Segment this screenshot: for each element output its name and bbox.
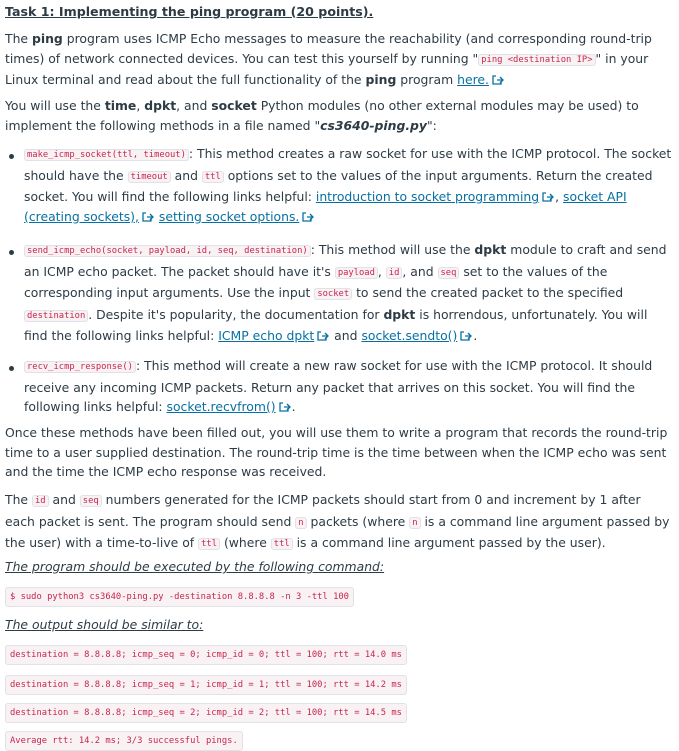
ping-command-code: ping <destination IP>: [478, 54, 595, 66]
modules-paragraph: You will use the time, dpkt, and socket Python modules (no other external modules may be used) to implement the following methods in a file named "cs3640-ping.py":: [5, 98, 639, 133]
bullet-dot: [9, 366, 14, 371]
external-link-icon: [279, 402, 292, 412]
external-link-icon: [317, 331, 330, 341]
external-link-icon: [460, 331, 473, 341]
icmp-echo-dpkt-link[interactable]: ICMP echo dpkt: [218, 328, 315, 343]
method-make-icmp-socket: make_icmp_socket(ttl, timeout) : This method creates a raw socket for use with the ICMP protocol. The socket should have the timeout and ttl options set to the values of the input arguments. Return the created socket. You will find the following links helpful: introduction to socket programming , socket API (creating sockets), setting socket options.: [24, 146, 672, 224]
external-link-icon: [542, 192, 555, 202]
method-signature-code: make_icmp_socket(ttl, timeout): [24, 149, 189, 161]
method-signature-code: recv_icmp_response(): [24, 361, 136, 373]
bullet-dot: [9, 250, 14, 255]
socket-api-link[interactable]: socket API (creating sockets),: [24, 189, 627, 224]
socket-programming-link[interactable]: introduction to socket programming: [315, 189, 540, 204]
method-recv-icmp-response: recv_icmp_response() : This method will create a new raw socket for use with the ICMP protocol. It should receive any incoming ICMP packets. Return any packet that arrives on this socket. You will find the following links helpful: socket.recvfrom() .: [24, 358, 653, 414]
command-line-code: $ sudo python3 cs3640-ping.py -destination 8.8.8.8 -n 3 -ttl 100: [5, 587, 354, 607]
bullet-dot: [9, 154, 14, 159]
filename: cs3640-ping.py: [320, 117, 427, 133]
output-heading: The output should be similar to:: [5, 617, 204, 632]
method-send-icmp-echo: send_icmp_echo(socket, payload, id, seq, destination) : This method will use the dpkt module to craft and send an ICMP echo packet. The packet should have it's payload , id , and seq set to the values of the corresponding input arguments. Use the input socket to send the created packet to the specified destination . Despite it's popularity, the documentation for dpkt is horrendous, unfortunately. You will find the following links helpful: ICMP echo dpkt and socket.sendto() .: [24, 242, 667, 343]
method-signature-code: send_icmp_echo(socket, payload, id, seq, destination): [24, 245, 311, 257]
output-summary-line: Average rtt: 14.2 ms; 3/3 successful pings.: [5, 731, 243, 751]
socket-sendto-link[interactable]: socket.sendto(): [361, 328, 458, 343]
external-link-icon: [302, 212, 315, 222]
output-line: destination = 8.8.8.8; icmp_seq = 0; icmp_id = 0; ttl = 100; rtt = 14.0 ms: [5, 645, 407, 665]
socket-options-link[interactable]: setting socket options.: [158, 208, 300, 224]
external-link-icon: [492, 75, 505, 85]
packet-numbering-paragraph: The id and seq numbers generated for the ICMP packets should start from 0 and increment by 1 after each packet is sent. The program should send n packets (where n is a command line argument passed by the user) with a time-to-live of ttl (where ttl is a command line argument passed by the user).: [5, 492, 670, 550]
output-line: destination = 8.8.8.8; icmp_seq = 1; icmp_id = 1; ttl = 100; rtt = 14.2 ms: [5, 675, 407, 695]
intro-paragraph: The ping program uses ICMP Echo messages to measure the reachability (and corresponding round-trip times) of network connected devices. You can test this yourself by running " ping <destination IP> " in your Linux terminal and read about the full functionality of the ping program here.: [5, 31, 652, 87]
task-title: Task 1: Implementing the ping program (20 points).: [5, 4, 374, 19]
socket-recvfrom-link[interactable]: socket.recvfrom(): [166, 399, 276, 414]
external-link-icon: [142, 212, 155, 222]
output-line: destination = 8.8.8.8; icmp_seq = 2; icmp_id = 2; ttl = 100; rtt = 14.5 ms: [5, 703, 407, 723]
command-heading: The program should be executed by the following command:: [5, 559, 385, 574]
program-description-paragraph: Once these methods have been filled out, you will use them to write a program that records the round-trip time to a user supplied destination. The round-trip time is the time between when the ICMP echo was sent and the time the ICMP echo response was received.: [5, 425, 668, 479]
ping-manual-link[interactable]: here.: [457, 72, 489, 87]
